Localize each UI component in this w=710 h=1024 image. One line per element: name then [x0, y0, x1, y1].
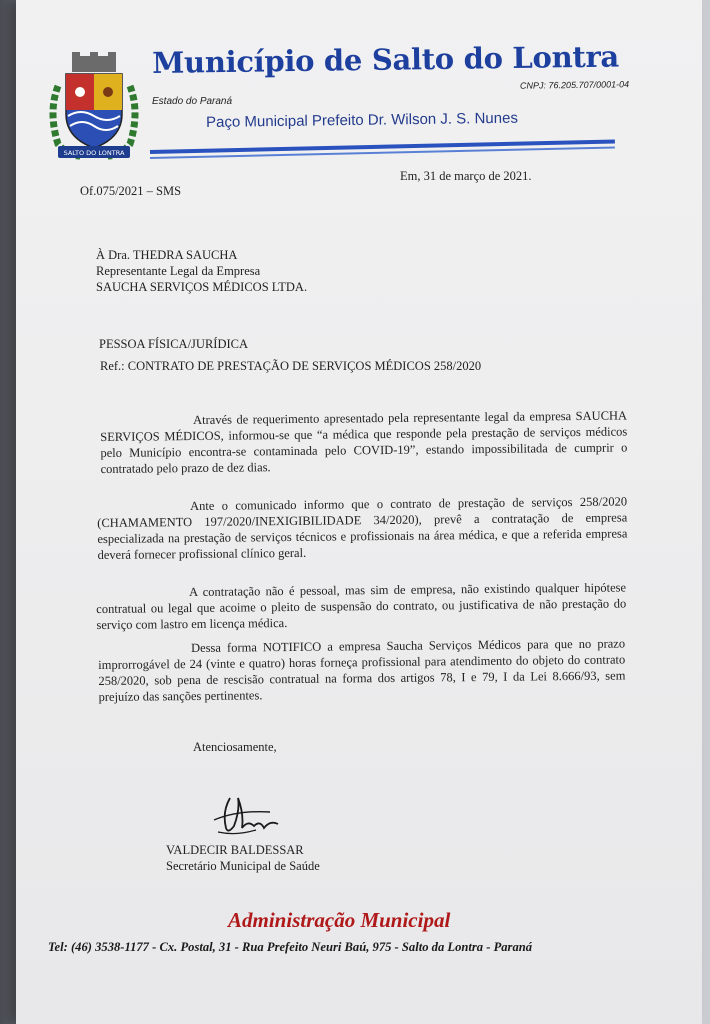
body-paragraph: Ante o comunicado informo que o contrato de prestação de serviços 258/2020 (CHAMAMENTO 197/2020/INEXIGIBILIDADE 34/2020), prevê a contratação de empresa especializada na prestação de serviços técnicos e profissionais na área médica, e que a referida empresa deverá fornecer profissional clínico geral.: [97, 494, 628, 562]
recipient-block: [96, 247, 307, 295]
handwritten-signature: [208, 790, 288, 840]
palace-label: Paço Municipal Prefeito Dr. Wilson J. S. Nunes: [206, 109, 519, 131]
body-paragraph: Através de requerimento apresentado pela representante legal da empresa SAUCHA SERVIÇOS MÉDICOS, informou-se que “a médica que responde pela prestação de serviços médicos pelo Município encontra-se contaminada pelo COVID-19”, estando impossibilitada de cumprir o contratado pelo prazo de dez dias.: [100, 408, 628, 476]
municipal-crest: [44, 52, 144, 164]
office-reference: Of.075/2021 – SMS: [80, 184, 182, 198]
recipient-line: À Dra. THEDRA SAUCHA: [96, 248, 238, 262]
recipient-line: Representante Legal da Empresa: [96, 264, 261, 278]
crest-banner-text: SALTO DO LONTRA: [63, 149, 125, 157]
body-paragraph: Dessa forma NOTIFICO a empresa Saucha Serviços Médicos para que no prazo improrrogável de 24 (vinte e quatro) horas forneça profissional para atendimento do objeto do contrato 258/2020, sob pena de rescisão contratual na forma dos artigos 78, I e 79, I da Lei 8.666/93, sem prejuízo das sanções pertinentes.: [98, 636, 626, 704]
closing-salutation: Atenciosamente,: [193, 740, 277, 754]
party-type: PESSOA FÍSICA/JURÍDICA: [99, 337, 248, 351]
footer-contact: Tel: (46) 3538-1177 - Cx. Postal, 31 - Rua Prefeito Neuri Baú, 975 - Salto da Lontra - Paraná: [48, 940, 533, 954]
signer-name: VALDECIR BALDESSAR: [166, 843, 304, 857]
municipality-title: Município de Salto do Lontra: [152, 39, 620, 80]
recipient-line: SAUCHA SERVIÇOS MÉDICOS LTDA.: [96, 280, 308, 294]
letter-date: Em, 31 de março de 2021.: [400, 169, 532, 183]
cnpj-label: CNPJ: 76.205.707/0001-04: [519, 79, 630, 91]
subject-line: Ref.: CONTRATO DE PRESTAÇÃO DE SERVIÇOS MÉDICOS 258/2020: [100, 359, 482, 373]
administration-label: Administração Municipal: [228, 908, 451, 932]
body-paragraph: A contratação não é pessoal, mas sim de empresa, não existindo qualquer hipótese contratual ou legal que acoime o pleito de suspensão do contrato, ou justificativa de não prestação do serviço com lastro em licença médica.: [96, 580, 627, 632]
state-label: Estado do Paraná: [152, 96, 233, 107]
signer-role: Secretário Municipal de Saúde: [166, 859, 320, 873]
